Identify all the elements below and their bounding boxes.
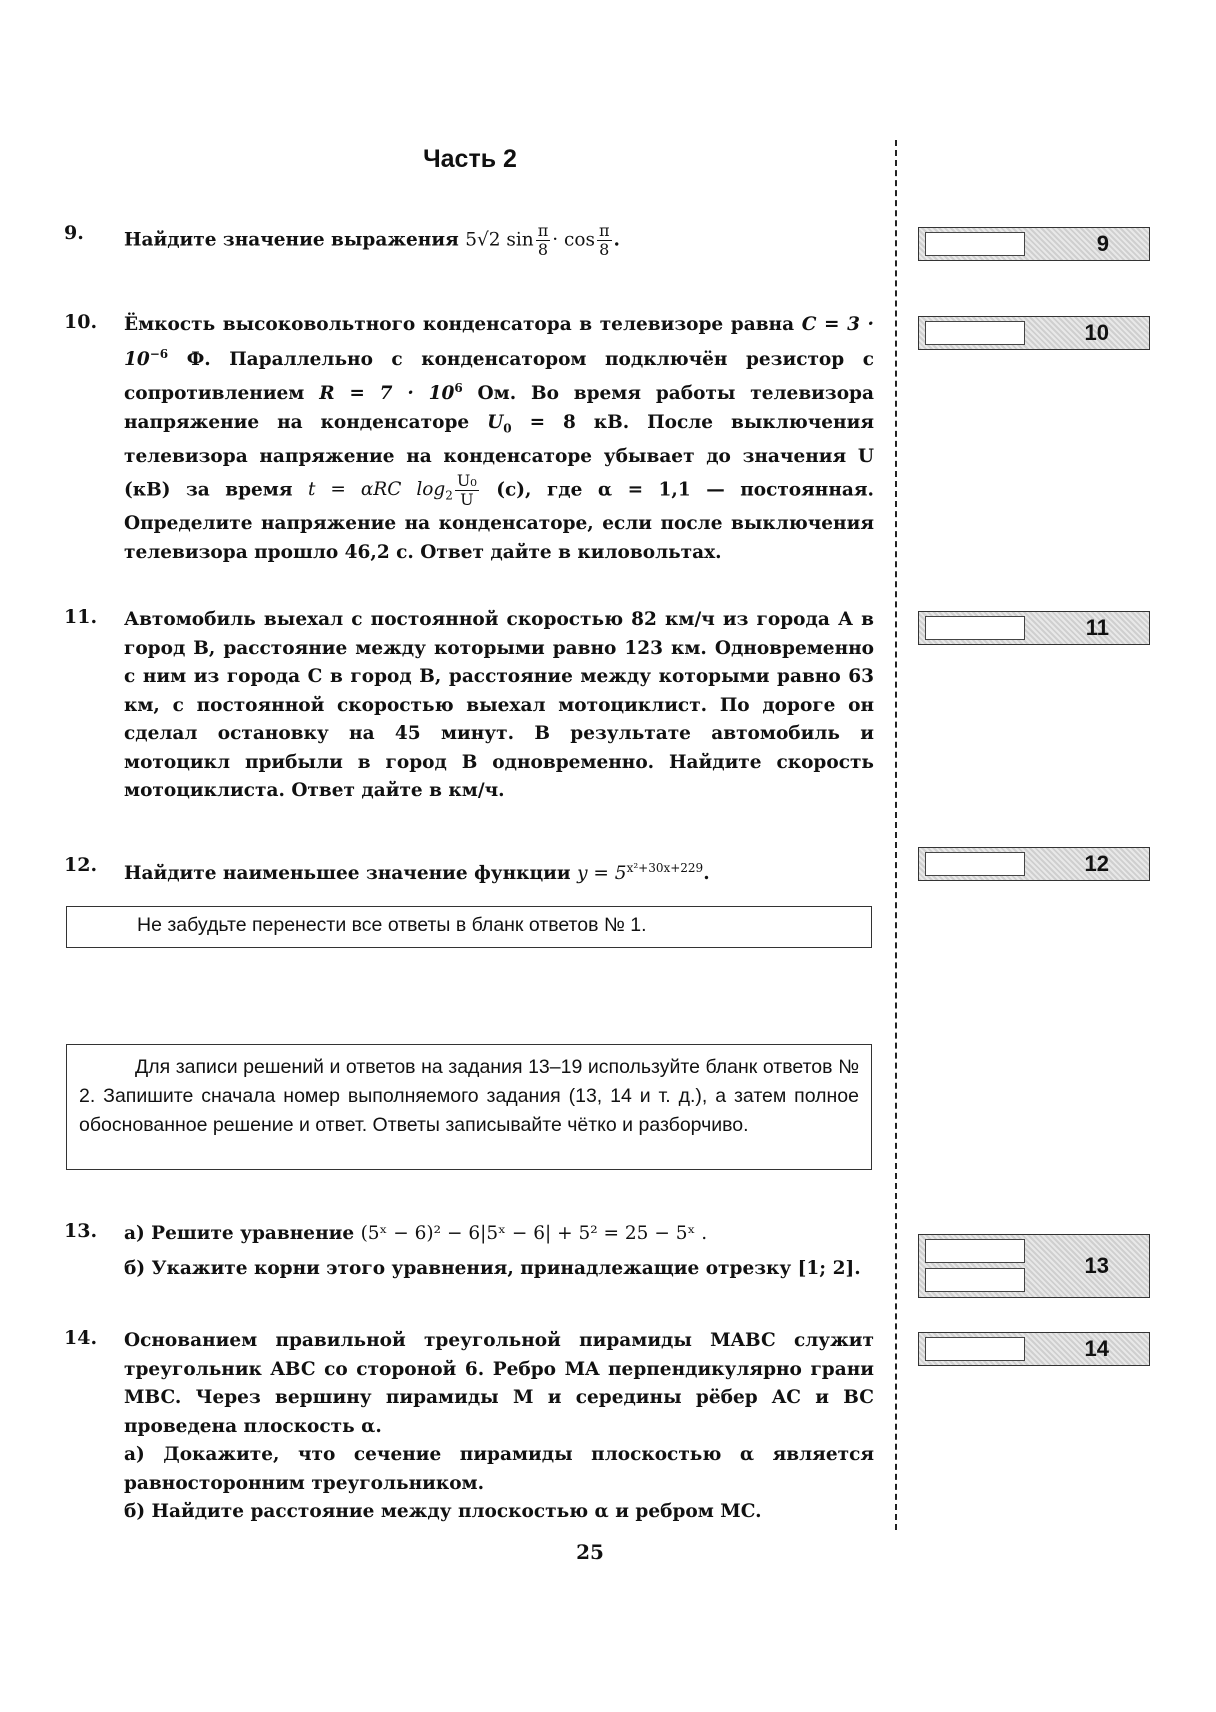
answer-box-10 xyxy=(918,316,1150,350)
answer-box-11 xyxy=(918,611,1150,645)
cut-line xyxy=(895,140,897,1530)
answer-field[interactable] xyxy=(925,321,1025,345)
page-title: Часть 2 xyxy=(423,145,517,173)
answer-box-14 xyxy=(918,1332,1150,1366)
answer-box-label: 13 xyxy=(1084,1253,1109,1278)
answer-box-13 xyxy=(918,1234,1150,1298)
task-text: Ёмкость высоковольтного конденсатора в телевизоре равна $C = 3 \cdot 10^{-6}$ Ф. Параллельно с конденсатором подключён резистор с сопротивлением $R = 7 \cdot 10^6$ Ом. Во время работы телевизора напряжение на конденсаторе $U_0 = 8$ кВ. После выключения телевизора напряжение на конденсаторе убывает до значения U (кВ) за время t = αRC $\log_2$ $\frac{\text{U₀}}{U}$ (с), где α = 1,1 — постоянная. Определите напряжение на конденсаторе, если после выключения телевизора прошло 46,2 с. Ответ дайте в киловольтах. xyxy=(124,314,874,563)
notice-answer-sheet-2: Для записи решений и ответов на задания 13–19 используйте бланк ответов № 2. Запишите сначала номер выполняемого задания (13, 14 и т. д.), а затем полное обоснованное решение и ответ. Ответы записывайте чётко и разборчиво. xyxy=(66,1044,872,1170)
answer-field-b[interactable] xyxy=(925,1268,1025,1292)
answer-box-label: 12 xyxy=(1084,851,1109,876)
task-13 xyxy=(64,1220,874,1283)
answer-field-a[interactable] xyxy=(925,1239,1025,1263)
task-12 xyxy=(64,854,874,889)
task-text: а) Решите уравнение (5ˣ − 6)² − 6|5ˣ − 6| + 5² = 25 − 5ˣ . б) Укажите корни этого уравнения, принадлежащие отрезку [1; 2]. xyxy=(124,1223,861,1279)
answer-box-label: 14 xyxy=(1084,1336,1109,1361)
page-number: 25 xyxy=(576,1540,604,1564)
answer-box-9 xyxy=(918,227,1150,261)
task-14 xyxy=(64,1327,874,1527)
task-number: 14. xyxy=(64,1327,98,1349)
answer-field[interactable] xyxy=(925,1337,1025,1361)
task-9 xyxy=(64,222,874,259)
task-number: 10. xyxy=(64,311,98,333)
task-number: 9. xyxy=(64,222,84,244)
answer-box-label: 10 xyxy=(1084,320,1109,345)
answer-field[interactable] xyxy=(925,616,1025,640)
task-number: 12. xyxy=(64,854,98,876)
task-text: Найдите значение выражения 5√2 sin $\frac{\pi}{8}$ · cos $\frac{\pi}{8}$ . xyxy=(124,221,620,259)
task-11 xyxy=(64,606,874,806)
task-number: 11. xyxy=(64,606,98,628)
answer-field[interactable] xyxy=(925,852,1025,876)
answer-box-12 xyxy=(918,847,1150,881)
answer-field[interactable] xyxy=(925,232,1025,256)
task-number: 13. xyxy=(64,1220,98,1242)
task-text: Основанием правильной треугольной пирамиды MABC служит треугольник ABC со стороной 6. Ребро MA перпендикулярно грани MBC. Через вершину пирамиды M и середины рёбер AC и BC проведена плоскость α. а) Докажите, что сечение пирамиды плоскостью α является равносторонним треугольником. б) Найдите расстояние между плоскостью α и ребром MC. xyxy=(124,1330,874,1522)
task-10 xyxy=(64,311,874,567)
notice-transfer-answers: Не забудьте перенести все ответы в бланк ответов № 1. xyxy=(66,906,872,948)
task-text: Найдите наименьшее значение функции $y = 5^{x^2+30x+229}$. xyxy=(124,861,710,885)
answer-box-label: 9 xyxy=(1096,231,1109,256)
answer-box-label: 11 xyxy=(1085,615,1109,640)
task-text: Автомобиль выехал с постоянной скоростью 82 км/ч из города А в город В, расстояние между которыми равно 123 км. Одновременно с ним из города С в город В, расстояние между которыми равно 63 км, с постоянной скоростью выехал мотоциклист. По дороге он сделал остановку на 45 минут. В результате автомобиль и мотоцикл прибыли в город В одновременно. Найдите скорость мотоциклиста. Ответ дайте в км/ч. xyxy=(124,609,874,801)
